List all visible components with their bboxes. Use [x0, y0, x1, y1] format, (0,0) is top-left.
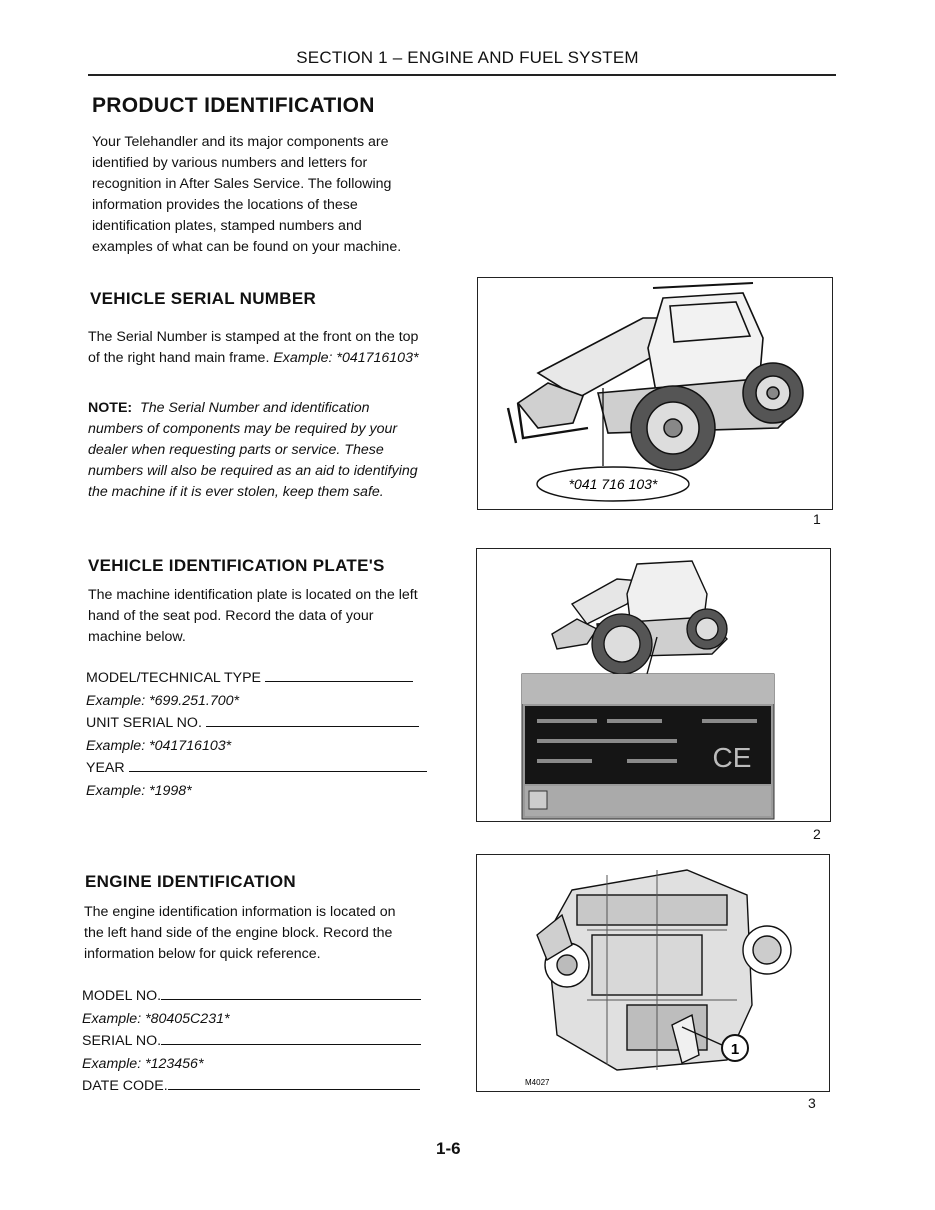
- engine-drawing: [477, 855, 829, 1091]
- text-line: machine below.: [88, 629, 186, 645]
- figure-1-number: 1: [813, 511, 821, 527]
- figure-2-identification-plate: [476, 548, 831, 822]
- example-model-no: Example: *80405C231*: [82, 1010, 230, 1027]
- serial-note: [88, 398, 436, 503]
- text-line: dealer when requesting parts or service. These: [88, 442, 384, 458]
- text-line: Your Telehandler and its major components are: [92, 134, 389, 150]
- example-model-type: Example: *699.251.700*: [86, 692, 240, 709]
- engine-callout-number: 1: [730, 1041, 740, 1058]
- text-line: The engine identification information is located on: [84, 904, 396, 920]
- ce-mark: CE: [712, 742, 752, 773]
- example-serial-no: Example: *123456*: [82, 1055, 204, 1072]
- note-label: NOTE:: [88, 400, 133, 416]
- form-field-year[interactable]: YEAR: [86, 757, 436, 780]
- text-line: information below for quick reference.: [84, 946, 321, 962]
- text-line: NOTE: The Serial Number and identification: [88, 400, 370, 416]
- plates-text: [88, 585, 433, 648]
- text-line: recognition in After Sales Service. The following: [92, 176, 392, 192]
- page-number: 1-6: [436, 1139, 461, 1158]
- text-line: numbers of components may be required by your: [88, 421, 398, 437]
- text-line: information provides the locations of these: [92, 197, 358, 213]
- text-line: identification plates, stamped numbers and: [92, 218, 362, 234]
- figure-3-engine: [476, 854, 830, 1092]
- text-line: examples of what can be found on your machine.: [92, 239, 402, 255]
- serial-example: Example: *041716103*: [273, 350, 419, 366]
- example-year: Example: *1998*: [86, 782, 192, 799]
- section-header: SECTION 1 – ENGINE AND FUEL SYSTEM: [296, 48, 639, 67]
- form-field-date-code[interactable]: DATE CODE.: [82, 1075, 432, 1098]
- text-line: the machine if it is ever stolen, keep them safe.: [88, 484, 384, 500]
- form-field-model-technical-type[interactable]: MODEL/TECHNICAL TYPE: [86, 667, 436, 690]
- text-line: The machine identification plate is located on the left: [88, 587, 418, 603]
- vehicle-serial-number-title: VEHICLE SERIAL NUMBER: [90, 289, 317, 308]
- plate-form: [86, 667, 436, 802]
- form-field-unit-serial-no[interactable]: UNIT SERIAL NO.: [86, 712, 436, 735]
- text-line: hand of the seat pod. Record the data of your: [88, 608, 374, 624]
- figure-1-telehandler: [477, 277, 833, 510]
- serial-text: [88, 327, 436, 369]
- form-field-model-no[interactable]: MODEL NO.: [82, 985, 432, 1008]
- example-unit-serial: Example: *041716103*: [86, 737, 232, 754]
- form-field-serial-no[interactable]: SERIAL NO.: [82, 1030, 432, 1053]
- engine-form: [82, 985, 432, 1098]
- plate-location-drawing: [477, 549, 830, 821]
- header-rule: [88, 74, 836, 76]
- vehicle-identification-plates-title: VEHICLE IDENTIFICATION PLATE'S: [88, 556, 385, 575]
- telehandler-drawing: [478, 278, 832, 509]
- figure-2-number: 2: [813, 826, 821, 842]
- text-line: of the right hand main frame. Example: *041716103*: [88, 350, 419, 366]
- figure-code: M4027: [525, 1078, 550, 1087]
- text-line: The Serial Number is stamped at the front on the top: [88, 329, 419, 345]
- text-line: identified by various numbers and letters for: [92, 155, 368, 171]
- text-line: numbers will also be required as an aid to identifying: [88, 463, 418, 479]
- engine-text: [84, 902, 432, 965]
- engine-identification-title: ENGINE IDENTIFICATION: [85, 872, 296, 891]
- figure-3-number: 3: [808, 1095, 816, 1111]
- product-intro: [92, 132, 437, 258]
- product-identification-title: PRODUCT IDENTIFICATION: [92, 94, 375, 117]
- text-line: the left hand side of the engine block. Record the: [84, 925, 393, 941]
- serial-callout: *041 716 103*: [568, 476, 658, 492]
